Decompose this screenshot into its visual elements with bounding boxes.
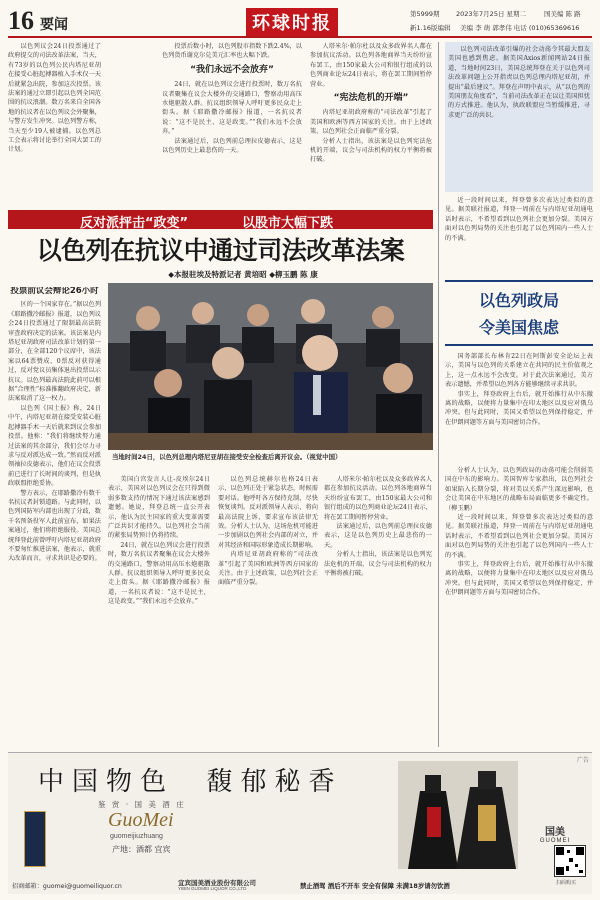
sidebar-intro: 以色列司法改革引爆的社会动荡令其最大盟友美国也感到焦虑。据美国Axios新闻网站24日报道，当地时间23日，美国总统拜登在关于以色列司法改革问题上公开指责以色列总理内塔尼亚胡，并提出“最后建议”。拜登在声明中表示，从“以色列的美国朋友角度看”，当前司法改革正在以让美国担忧的方式推进。他认为，执政联盟应当暂缓推进，寻求更广泛的共识。 (445, 42, 593, 192)
bottle-icon (398, 761, 518, 869)
ad-warning: 禁止酒驾 酒后不开车 安全有保障 未满18岁请勿饮酒 (300, 882, 450, 890)
ad-brand-pinyin: guomeijiuzhuang (110, 833, 163, 840)
subhead-constitutional-crisis: “宪法危机的开端” (333, 93, 409, 104)
sidebar-para-5: 分析人士认为，以色列政局的动荡可能会削弱美国在中东的影响力。美国智库专家指出，以色列社会如果陷入长期分裂，将对美以关系产生深远影响，也会让美国在中东地区的战略布局面临更多不确定性。（柳玉鹏） 近一段时间以来，拜登曾多次表达过类似的意见。据美联社报道，拜登一周前在与内塔尼亚胡通电话时表示，不希望看到以色列社会更加分裂。美国方面对以色列局势的关注也引起了以色列国内一些人士的不满。 事实上，拜登政府上台后，就开始推行从中东撤离的战略，以便将力量集中在印太地区以及应对俄乌冲突。但与此同时，美国又希望以色列保持稳定，并在伊朗问题等方面与美国密切合作。 (445, 467, 593, 597)
section-title: 要闻 (40, 17, 68, 33)
ad-contact-email: 招商邮箱：guomei@guomeiliquor.cn (12, 883, 122, 890)
news-photo (108, 283, 433, 450)
ad-origin: 产地：酒都 宜宾 (112, 845, 171, 854)
subhead-never-give-up: “我们永远不会放弃” (190, 64, 274, 75)
photo-caption: 当地时间24日，以色列总理内塔尼亚胡在接受安全检查后离开议会。（视觉中国） (112, 453, 342, 461)
brand-logo (528, 823, 582, 844)
edition-code: 新1.16版编辑 (410, 24, 451, 32)
ad-brand: GuoMei (108, 809, 174, 831)
column-4-lower: 人塔米尔·帕尔杜以及众多政界名人都在参加抗议活动。以色列各地商界当天纷纷宣布罢工，由150家最大公司和银行组成的以色列商业论坛24日表示，将在罢工期间暂停营业。 法案通过后，以色列前总理拉皮德表示，这是以色列历史上最悲伤的一天。 分析人士指出，该法案是以色列宪法危机的开端，议会与司法机构的权力平衡将被打破。 (324, 476, 432, 578)
qr-code-icon (555, 846, 585, 876)
page-number: 16 (8, 6, 34, 35)
advertisement (8, 752, 592, 894)
qr-code[interactable] (554, 845, 586, 877)
sidebar-box (438, 42, 592, 747)
ad-company: 宜宾国美酒业股份有限公司 (178, 879, 256, 887)
photo-illustration (108, 283, 433, 450)
column-3-lower: 以色列总统赫尔佐格24日表示，以色列正处于紧急状态，时候需要对话。他呼吁各方保持克制，尽快恢复谈判。反对派领导人表示，将向最高法院上诉，要求宣布该法律无效。分析人士认为，这场危机可能进一步加剧以色列社会内部的对立，并对其经济和国际形象造成长期影响。 内塔尼亚胡政府称的“司法改革”引起了美国和欧洲等西方国家的关注。由于上述政策，以色列社会正面临严重分裂。 (218, 476, 318, 587)
column-3-top: 人塔米尔·帕尔杜以及众多政界名人都在参加抗议活动。以色列各地商界当天纷纷宣布罢工，由150家最大公司和银行组成的以色列商业论坛24日表示，将在罢工期间暂停营业。 “宪法危机的开端” 内塔尼亚胡政府称的“司法改革”引起了美国和欧洲等西方国家的关注。由于上述政策，以色列社会正面临严重分裂。 分析人士指出，该法案是以色列宪法危机的开端，议会与司法机构的权力平衡将被打破。 (310, 43, 432, 164)
ad-bottle-box-small (24, 811, 46, 867)
byline: ◆本报驻埃及特派记者 黄培昭 ◆柳玉鹏 陈 康 (168, 270, 318, 279)
ad-bottle-illustration (398, 761, 518, 869)
ad-footer (8, 877, 548, 894)
ad-slogan: 中国物色 馥郁秘香 (38, 767, 343, 797)
brand-logo-en: GUOMEI (539, 838, 571, 844)
headline: 以色列在抗议中通过司法改革法案 (36, 236, 405, 265)
kicker-right: 以股市大幅下跌 (242, 216, 334, 231)
brand-logo-cn: 国美 (545, 827, 565, 838)
column-1-top: 以色列议会24日投票通过了政府提交的司法改革法案，当天，有73岁的以色列公民内塔尼亚胡在接受心脏起搏器植入手术仅一天后就紧急出院，参加这次投票。该法案的通过立即引起以色列全国范围的抗议浪潮。数万名来自全国各地的抗议者在以色列议会外聚集，与警方发生冲突。以色列警方称，当天至少19人被逮捕。以色列总工会表示将讨论举行全国大罢工的计划。 (8, 43, 101, 154)
ad-label: 广告 (576, 757, 589, 764)
column-2-lower: 美国白宫发言人让-皮埃尔24日表示，美国对以色列议会在只得到微弱多数支持的情况下通过该法案感到遗憾。她说，拜登总统一直公开表示，他认为民主国家的重大变革需要广泛共识才能持久。以色列社会当前的紧张局势预计仍将持续。 24日，就在以色列议会进行投票时，数万名抗议者聚集在议会大楼外的交通路口，警察动用高压水炮驱散人群。抗议组织领导人呼吁更多民众走上街头。据《耶路撒冷邮报》报道，一名抗议者说：“这不是民主，这是政变。”“我们永远不会放弃。” (108, 476, 210, 606)
editor-contacts: 美编 李 萌 郭孝伟 电话 (010)65369616 (460, 24, 580, 32)
column-1-lower: 投票前议会辩论26小时 区的一个国家存在。”据以色列《耶路撒冷邮报》报道，以色列议会24日投票通过了限制最高法院审查政府决定的法案。该法案是内塔尼亚胡政府司法改革计划的第一部分，在全部120个议席中，该法案以64票赞成、0票反对获得通过，反对党议员集体退出投票以示抗议。以色列最高法院此前可以根据“合理性”标准推翻政府决定，新法案取消了这一权力。 以色列《国土报》称，24日中午，内塔尼亚胡在接受安装心脏起搏器手术一天后就来到议会参加投票。他称：“我们将继续努力通过法案的其余部分，我们会尽力寻求与反对派达成一致。”然而反对派领袖拉皮德表示，他们在议会投票前已进行了长时间的谈判，但是执政联盟拒绝妥协。 警方表示，在耶路撒冷有数千名抗议者封锁道路。与此同时，以色列国防军内部也出现了分歧，数千名预备役军人此前宣布，如果法案通过，他们将拒绝服役。美国总统拜登此前曾呼吁内塔尼亚胡政府不要匆忙推进法案，他表示，就重大改革而言，寻求共识是必要的。 (8, 287, 101, 563)
column-2-top: 投票后数小时，以色列股市指数下跌2.4%，以色列货币谢克尔兑美元汇率也大幅下跌。 “我们永远不会放弃” 24日，就在以色列议会进行投票时，数万名抗议者聚集在议会大楼外的交通路口，警察动用高压水炮驱散人群。抗议组织领导人呼吁更多民众走上街头。据《耶路撒冷邮报》报道，一名抗议者说：“这不是民主，这是政变。”“我们永远不会放弃。” 法案通过后，以色列前总理拉皮德表示，这是以色列历史上最悲伤的一天。 (162, 43, 302, 155)
kicker-bar (8, 210, 433, 229)
paper-logo: 环球时报 (246, 8, 338, 36)
sidebar-para-3: 国务部部长布林肯22日在阿斯彭安全论坛上表示，美国与以色列的关系建立在共同的民主价值观之上，这一点永远不会改变。对于此次法案通过，美方表示遗憾，并希望以色列各方能够继续寻求共识。 事实上，拜登政府上台后，就开始推行从中东撤离的战略，以便将力量集中在印太地区以及应对俄乌冲突。但与此同时，美国又希望以色列保持稳定，并在伊朗问题等方面与美国密切合作。 (445, 353, 593, 426)
header-rule (8, 36, 592, 38)
ad-company-en: YIBIN GUOMEI LIQUOR CO.,LTD (178, 886, 247, 891)
sidebar-title-line-1: 以色列政局 (478, 291, 559, 310)
subhead-debate-26-hours: 投票前议会辩论26小时 (10, 287, 99, 296)
sidebar-para-2: 近一段时间以来，拜登曾多次表达过类似的意见。据美联社报道，拜登一周前在与内塔尼亚胡通电话时表示，不希望看到以色列社会更加分裂。美国方面对以色列局势的关注也引起了以色列国内一些人士的不满。 (445, 197, 593, 242)
ad-tagline: 鉴 赏 · 国 美 酒 庄 (98, 800, 186, 809)
kicker-left: 反对派抨击“政变” (80, 216, 189, 231)
sidebar-title-line-2: 令美国焦虑 (478, 318, 559, 337)
masthead (8, 6, 592, 36)
qr-label: 扫码购买 (556, 880, 577, 886)
editor-label: 国美编 陈 路 (544, 10, 581, 18)
issue-date: 2023年7月25日 星期二 (456, 10, 527, 18)
issue-number: 第5999期 (410, 10, 440, 18)
sidebar-title (445, 280, 593, 346)
